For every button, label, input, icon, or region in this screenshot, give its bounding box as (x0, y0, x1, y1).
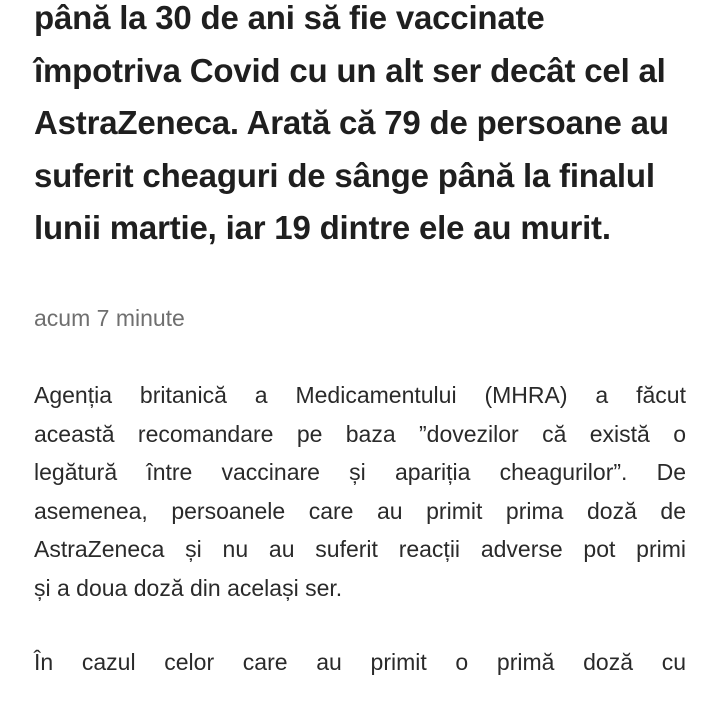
article-timestamp: acum 7 minute (34, 305, 185, 331)
paragraph-line: legătură între vaccinare și apariția cheagurilor”. De (34, 459, 686, 485)
article-lead (34, 0, 686, 255)
paragraph-line: și a doua doză din același ser. (34, 574, 343, 601)
lead-line: împotriva Covid cu un alt ser decât cel al (34, 51, 666, 89)
lead-line: lunii martie, iar 19 dintre ele au murit. (34, 209, 611, 246)
paragraph-line: asemenea, persoanele care au primit prima doză de (34, 497, 686, 524)
article-body (34, 376, 686, 718)
paragraph-line: Agenția britanică a Medicamentului (MHRA) a făcut (34, 382, 686, 408)
lead-line: până la 30 de ani să fie vaccinate (34, 0, 545, 36)
article (34, 0, 686, 675)
lead-line: suferit cheaguri de sânge până la finalul (34, 156, 655, 194)
lead-line: AstraZeneca. Arată că 79 de persoane au (34, 104, 669, 141)
paragraph-line: În cazul celor care au primit o primă doză cu (34, 649, 686, 675)
paragraph-line: AstraZeneca și nu au suferit reacții adverse pot primi (34, 536, 686, 562)
paragraph-line: această recomandare pe baza ”dovezilor că există o (34, 420, 686, 447)
article-paragraph-2 (34, 643, 686, 682)
article-paragraph-1 (34, 376, 686, 607)
